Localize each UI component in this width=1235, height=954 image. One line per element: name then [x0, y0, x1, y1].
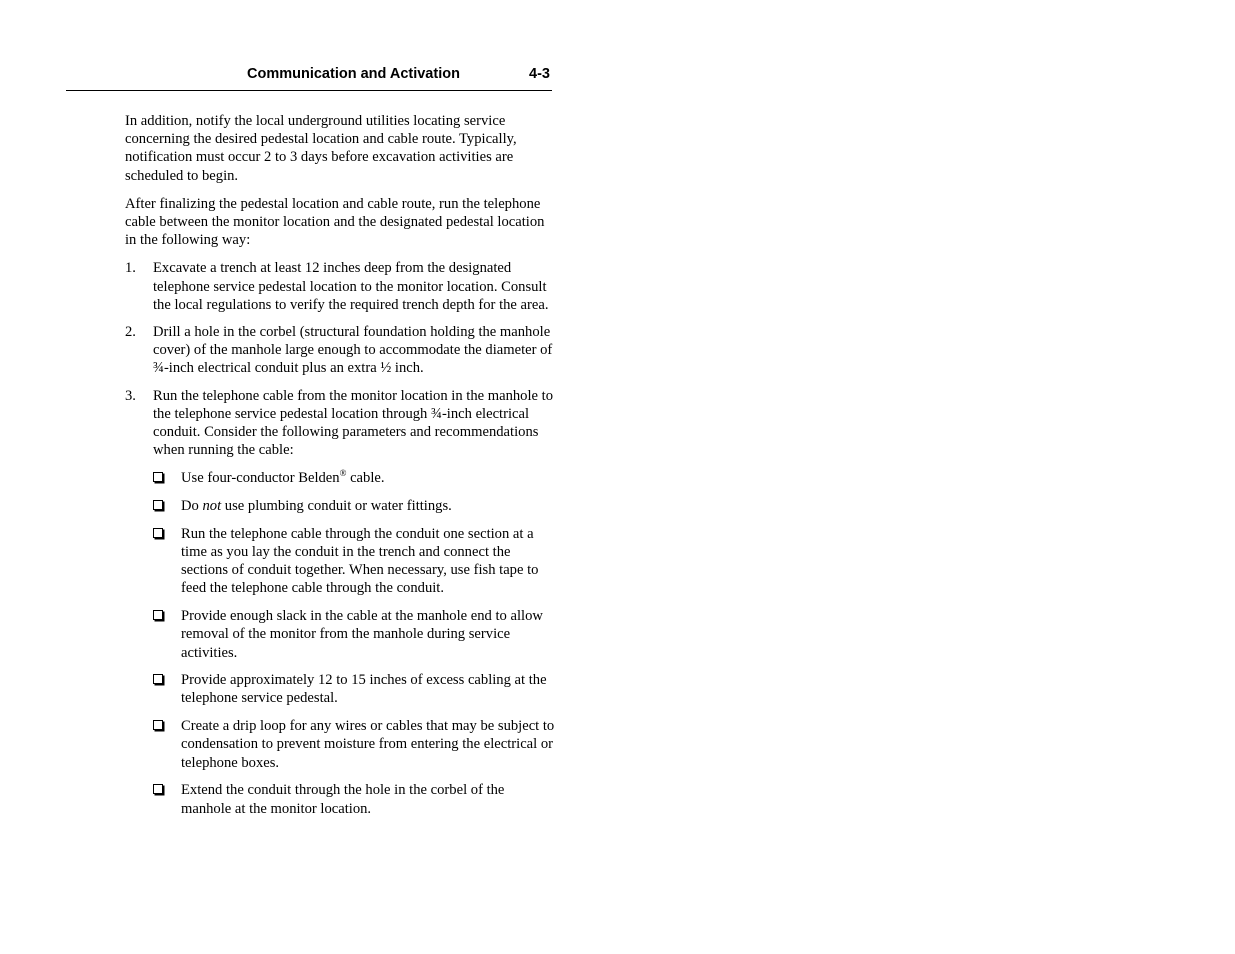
list-item	[153, 717, 555, 772]
step-text: Excavate a trench at least 12 inches deep from the designated telephone service pedestal location to the monitor location. Consult the local regulations to verify the required trench depth for the area.	[153, 260, 549, 313]
bullet-text: Extend the conduit through the hole in the corbel of the manhole at the monitor location.	[181, 782, 505, 817]
checkbox-icon	[153, 472, 163, 482]
step-3	[125, 387, 555, 818]
step-text: Run the telephone cable from the monitor location in the manhole to the telephone service pedestal location through ¾-inch electrical conduit. Consider the following parameters and recommendations when running the cable:	[153, 387, 554, 459]
bullet-text: Do	[181, 498, 203, 515]
step-number: 1.	[125, 260, 136, 277]
list-item	[153, 671, 555, 707]
bullet-text: cable.	[346, 470, 385, 487]
intro-paragraph: In addition, notify the local underground utilities locating service concerning the desired pedestal location and cable route. Typically, notification must occur 2 to 3 days before excavation activities are scheduled to begin.	[125, 113, 517, 184]
list-item	[153, 497, 555, 515]
cable-recommendations-list	[153, 469, 555, 817]
bullet-text: use plumbing conduit or water fittings.	[221, 498, 452, 515]
page-body	[125, 112, 555, 827]
bullet-text: Create a drip loop for any wires or cables that may be subject to condensation to prevent moisture from entering the electrical or telephone boxes.	[181, 718, 555, 771]
bullet-text: Provide approximately 12 to 15 inches of excess cabling at the telephone service pedestal.	[181, 672, 547, 707]
list-item	[153, 607, 555, 662]
step-number: 2.	[125, 324, 136, 341]
emphasis-text: not	[202, 498, 222, 515]
step-number: 3.	[125, 387, 136, 404]
checkbox-icon	[153, 500, 163, 510]
list-item	[153, 525, 555, 598]
registered-mark: ®	[339, 468, 347, 479]
checkbox-icon	[153, 528, 163, 538]
checkbox-icon	[153, 720, 163, 730]
bullet-text: Provide enough slack in the cable at the manhole end to allow removal of the monitor from the manhole during service activities.	[181, 608, 543, 661]
step-1	[125, 259, 555, 314]
checkbox-icon	[153, 784, 163, 794]
step-2	[125, 323, 555, 378]
page-number: 4-3	[529, 66, 550, 82]
procedure-intro-paragraph: After finalizing the pedestal location and cable route, run the telephone cable between the monitor location and the designated pedestal location in the following way:	[125, 195, 545, 249]
section-title: Communication and Activation	[247, 66, 460, 82]
checkbox-icon	[153, 674, 163, 684]
bullet-text: Use four-conductor Belden	[181, 470, 340, 487]
bullet-text: Run the telephone cable through the conduit one section at a time as you lay the conduit in the trench and connect the sections of conduit together. When necessary, use fish tape to feed the telephone cable through the conduit.	[181, 525, 539, 597]
list-item	[153, 781, 555, 817]
checkbox-icon	[153, 610, 163, 620]
list-item	[153, 469, 555, 487]
page-header	[66, 64, 552, 91]
step-text: Drill a hole in the corbel (structural foundation holding the manhole cover) of the manhole large enough to accommodate the diameter of ¾-inch electrical conduit plus an extra ½ inch.	[153, 324, 553, 377]
